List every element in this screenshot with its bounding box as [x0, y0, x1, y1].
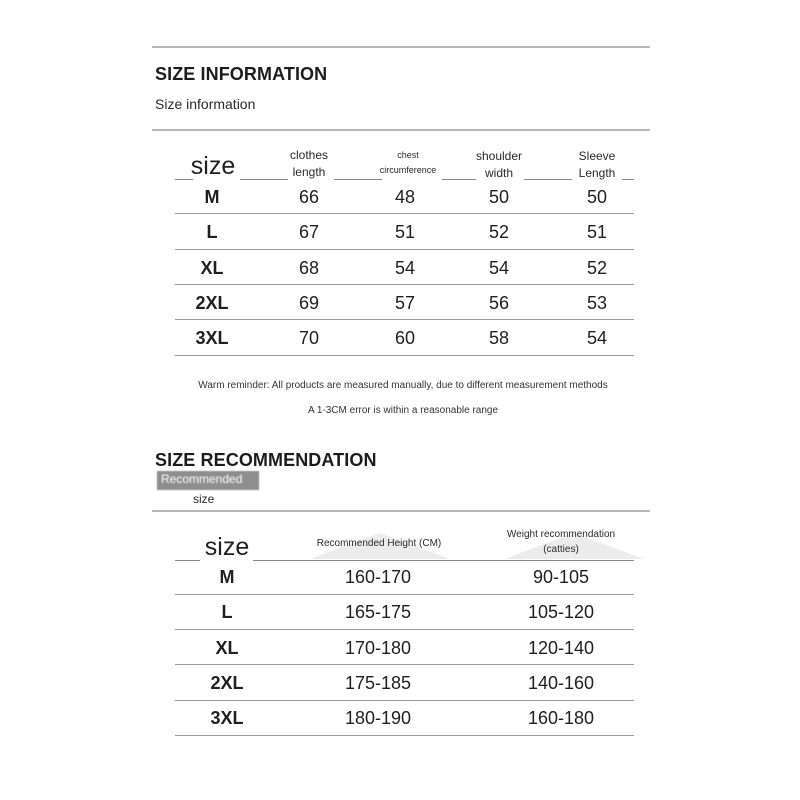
header-rule	[622, 179, 634, 180]
sleeve-length-header: Sleeve Length	[578, 149, 616, 180]
top-divider	[152, 46, 650, 48]
warm-reminder-line2: A 1-3CM error is within a reasonable range	[307, 405, 499, 416]
size-info-divider	[152, 129, 650, 131]
size-column-header: size	[190, 152, 236, 180]
height-header: Recommended Height (CM)	[316, 538, 442, 549]
warm-reminder-line1: Warm reminder: All products are measured manually, due to different measurement methods	[198, 380, 608, 391]
header-rule	[240, 179, 288, 180]
row-divider	[175, 594, 634, 595]
size-info-subtitle: Size information	[155, 96, 256, 112]
row-divider	[175, 735, 634, 736]
recommended-size-label: size	[193, 492, 215, 506]
row-divider	[175, 664, 634, 665]
row-divider	[175, 355, 634, 356]
size-rec-divider	[152, 510, 650, 512]
size-rec-title: SIZE RECOMMENDATION	[155, 450, 377, 470]
header-rule	[175, 560, 200, 561]
row-divider	[175, 213, 634, 214]
recommended-label: Recommended	[161, 472, 243, 486]
shoulder-width-header: shoulder width	[475, 149, 523, 180]
size-info-title: SIZE INFORMATION	[155, 64, 328, 84]
row-divider	[175, 249, 634, 250]
chest-header: chest circumference	[379, 150, 437, 175]
clothes-length-header: clothes length	[289, 148, 329, 179]
row-divider	[175, 700, 634, 701]
row-divider	[175, 284, 634, 285]
header-rule	[524, 179, 572, 180]
header-rule	[334, 179, 382, 180]
row-divider	[175, 629, 634, 630]
header-rule	[442, 179, 476, 180]
weight-header: Weight recommendation (catties)	[506, 529, 616, 555]
recommended-label-badge	[157, 471, 259, 490]
size-column-header: size	[204, 533, 250, 561]
header-rule	[253, 560, 634, 561]
row-divider	[175, 319, 634, 320]
